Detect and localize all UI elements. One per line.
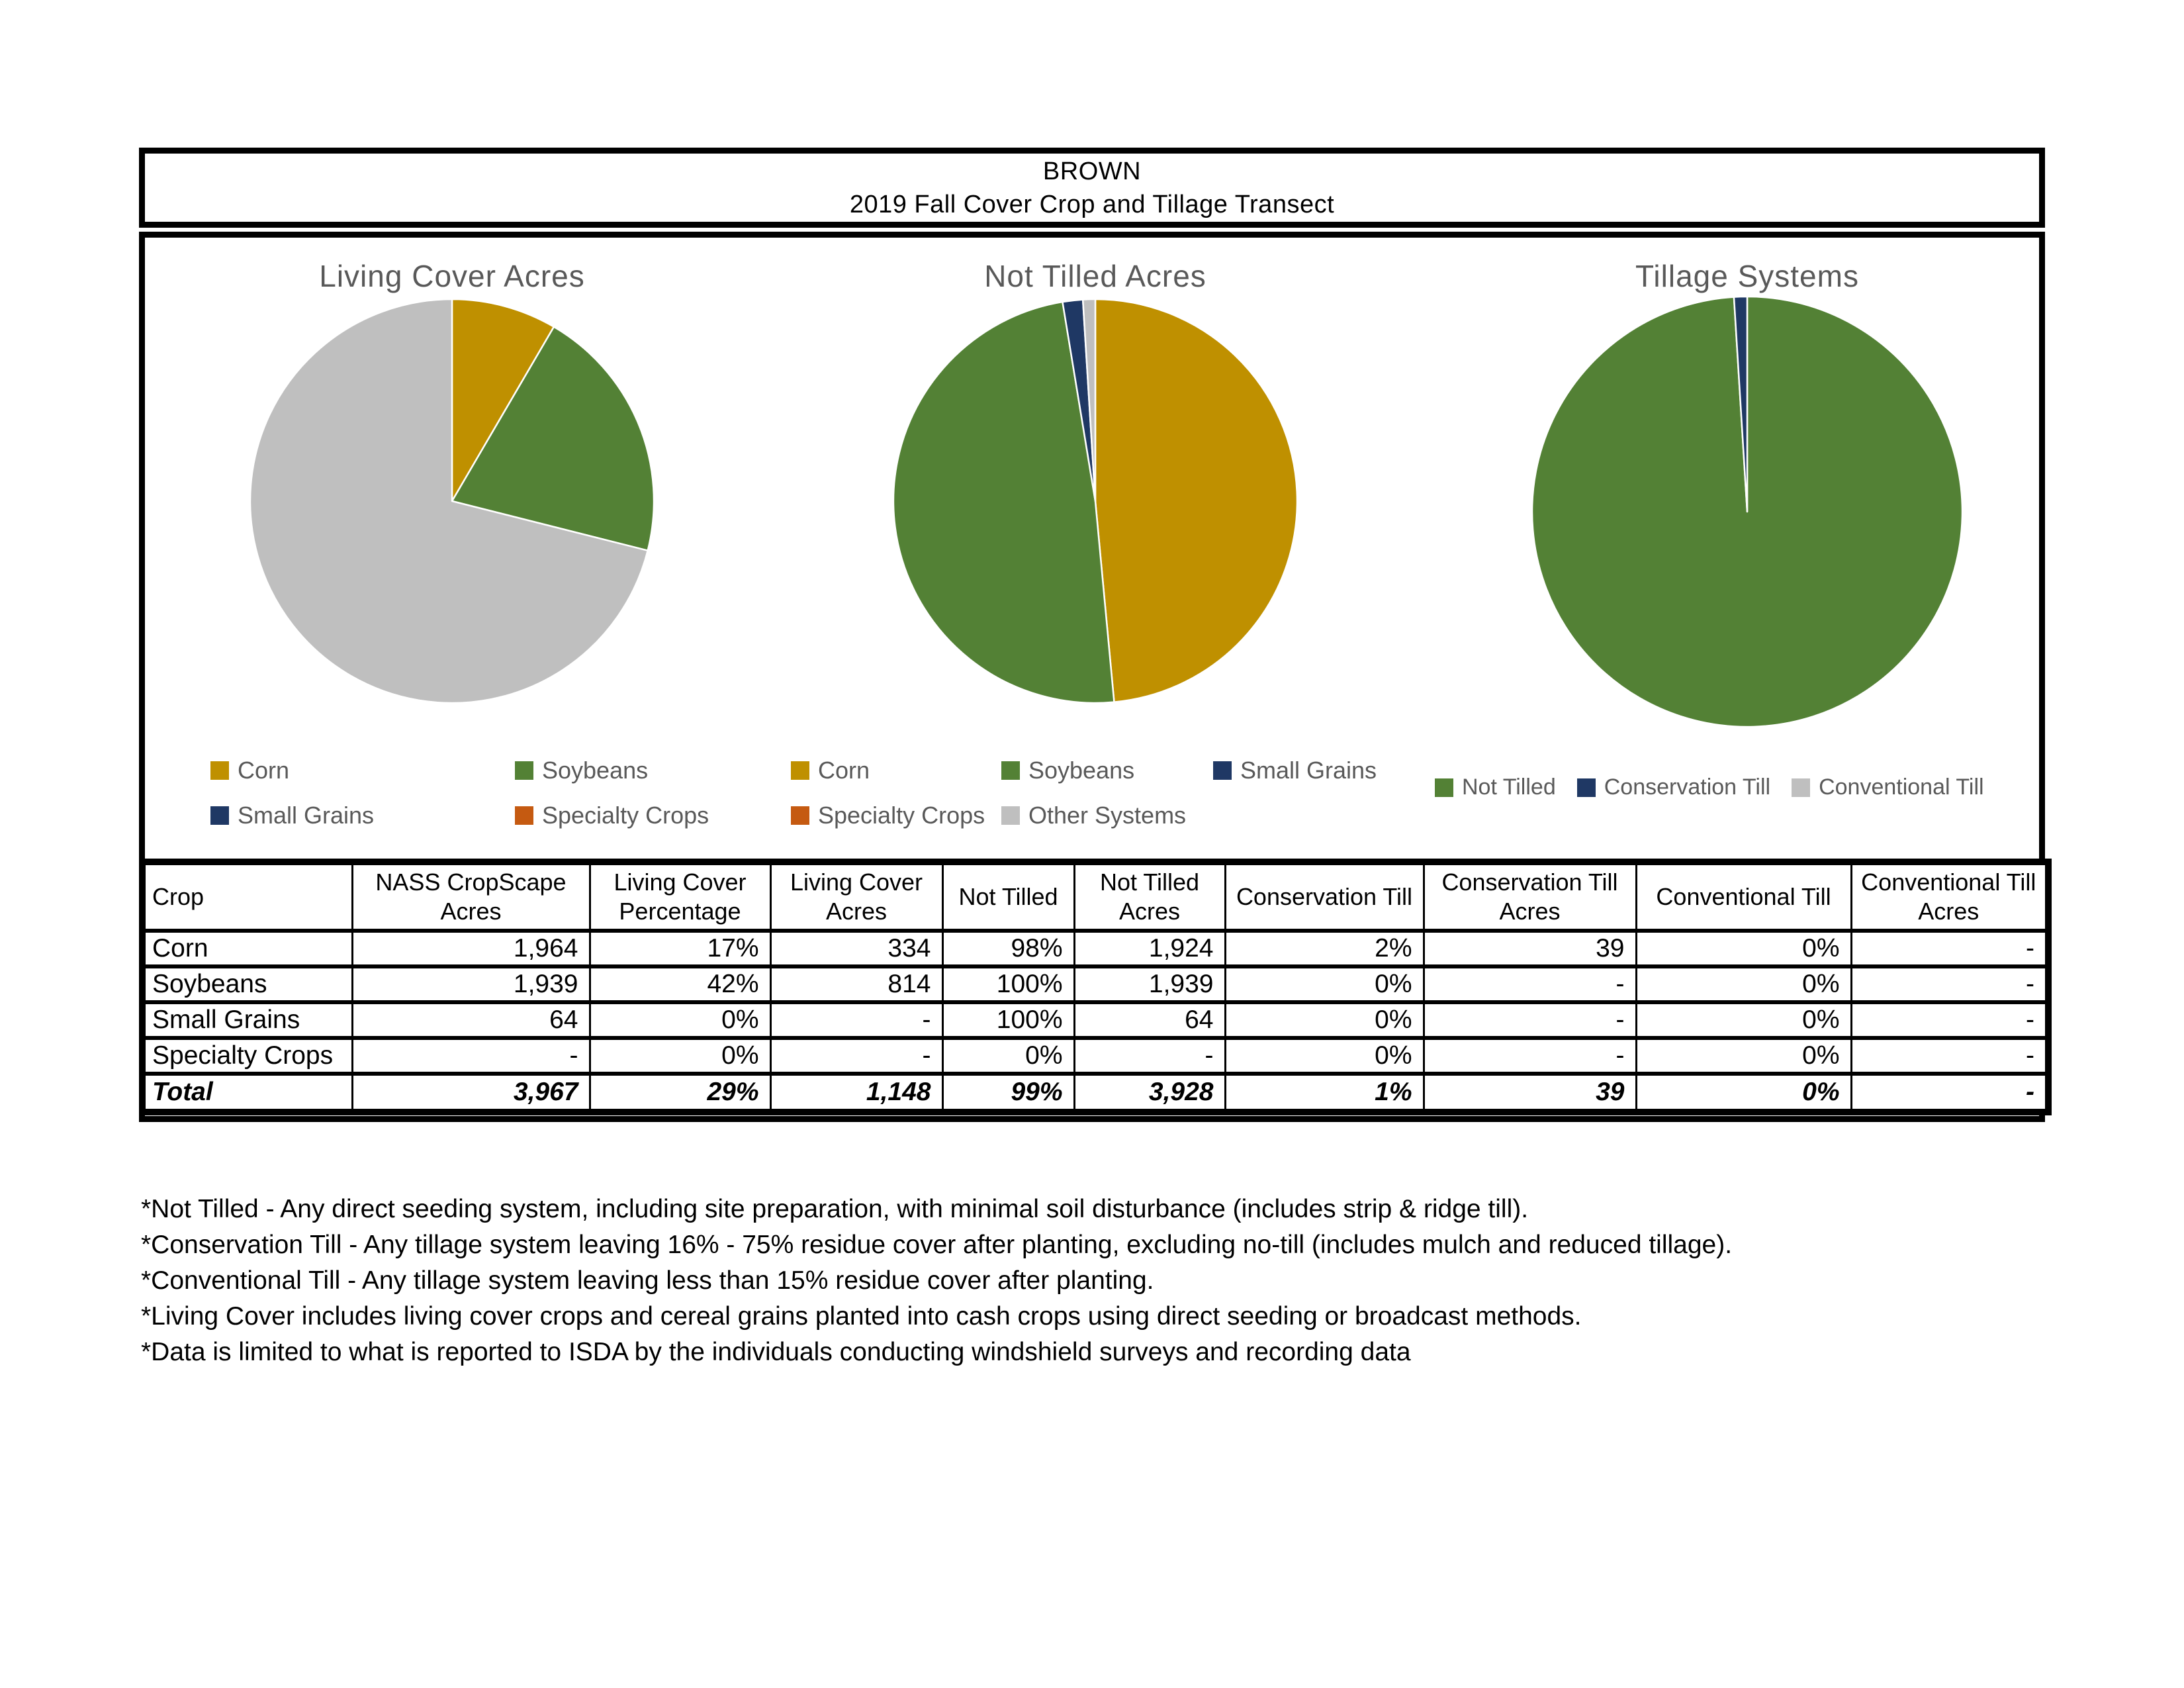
legend-label: Corn <box>238 757 290 784</box>
report-county-title: BROWN <box>1042 157 1142 185</box>
cell-value: 334 <box>770 931 942 966</box>
col-header-conventional-till: Conventional Till <box>1636 862 1851 931</box>
col-header-not-tilled-acres: Not Tilled Acres <box>1074 862 1225 931</box>
cell-value: 1,939 <box>1074 966 1225 1002</box>
col-header-conventional-till-acres: Conventional Till Acres <box>1851 862 2048 931</box>
legend-label: Conservation Till <box>1604 774 1771 800</box>
cell-value: 1,939 <box>352 966 590 1002</box>
col-header-nass-cropscape-acres: NASS CropScape Acres <box>352 862 590 931</box>
legend-item-other-systems <box>1001 802 1213 829</box>
col-header-conservation-till: Conservation Till <box>1225 862 1424 931</box>
legend-label: Specialty Crops <box>542 802 709 829</box>
legend-label: Soybeans <box>542 757 649 784</box>
cell-value: 64 <box>352 1002 590 1038</box>
cell-value: - <box>1851 966 2048 1002</box>
corn-swatch-icon <box>210 761 229 780</box>
legend-item-small-grains <box>210 802 515 829</box>
cell-value: 0% <box>590 1002 770 1038</box>
cell-value: 0% <box>1636 931 1851 966</box>
legend-item-not-tilled <box>1435 774 1556 800</box>
cell-value: - <box>1424 1038 1636 1074</box>
cell-value: 0% <box>942 1038 1074 1074</box>
footnote-conservation-till: *Conservation Till - Any tillage system leaving 16% - 75% residue cover after planting, excluding no-till (includes mulch and reduced tillage). <box>141 1231 1733 1259</box>
cell-value: - <box>352 1038 590 1074</box>
pie-chart-tillage-systems <box>1527 292 1967 731</box>
cell-total-value: 99% <box>942 1074 1074 1112</box>
legend-label: Small Grains <box>1240 757 1377 784</box>
cell-crop: Soybeans <box>142 966 352 1002</box>
cell-value: 0% <box>1636 1002 1851 1038</box>
table-row-small-grains <box>142 1002 2048 1038</box>
cell-value: 1,924 <box>1074 931 1225 966</box>
soybeans-swatch-icon <box>1001 761 1020 780</box>
cell-value: - <box>770 1038 942 1074</box>
legend-label: Small Grains <box>238 802 375 829</box>
footnote-data-limited: *Data is limited to what is reported to ISDA by the individuals conducting windshield surveys and recording data <box>141 1338 1411 1366</box>
cell-value: 39 <box>1424 931 1636 966</box>
cell-crop: Small Grains <box>142 1002 352 1038</box>
pie-chart-not-tilled-acres <box>889 295 1302 708</box>
cell-value: - <box>1074 1038 1225 1074</box>
chart-title-not-tilled-acres: Not Tilled Acres <box>984 259 1206 293</box>
cell-total-value: 3,928 <box>1074 1074 1225 1112</box>
footnote-not-tilled: *Not Tilled - Any direct seeding system, including site preparation, with minimal soil disturbance (includes strip & ridge till). <box>141 1195 1529 1223</box>
soybeans-swatch-icon <box>515 761 533 780</box>
cell-total-value: 39 <box>1424 1074 1636 1112</box>
legend-label: Specialty Crops <box>818 802 985 829</box>
cell-value: 64 <box>1074 1002 1225 1038</box>
legend-tillage-systems <box>1435 774 1984 800</box>
cell-total-value: 0% <box>1636 1074 1851 1112</box>
legend-item-soybeans <box>1001 757 1213 784</box>
report-title-box <box>139 148 2045 228</box>
legend-not-tilled-acres <box>791 757 1498 829</box>
chart-title-tillage-systems: Tillage Systems <box>1635 259 1859 293</box>
report-subtitle: 2019 Fall Cover Crop and Tillage Transect <box>849 190 1335 218</box>
cell-value: 814 <box>770 966 942 1002</box>
legend-item-conventional-till <box>1792 774 1983 800</box>
cell-value: - <box>770 1002 942 1038</box>
cell-value: 0% <box>1225 1038 1424 1074</box>
footnote-conventional-till: *Conventional Till - Any tillage system leaving less than 15% residue cover after planting. <box>141 1266 1154 1295</box>
cell-value: 2% <box>1225 931 1424 966</box>
cell-total-value: 1,148 <box>770 1074 942 1112</box>
legend-living-cover-acres <box>210 757 846 829</box>
specialty-crops-swatch-icon <box>791 806 809 825</box>
other-systems-swatch-icon <box>1001 806 1020 825</box>
cell-value: 100% <box>942 966 1074 1002</box>
legend-item-conservation-till <box>1577 774 1770 800</box>
col-header-crop: Crop <box>142 862 352 931</box>
table-row-corn <box>142 931 2048 966</box>
table-header-row <box>142 862 2048 931</box>
corn-swatch-icon <box>791 761 809 780</box>
cell-value: 1,964 <box>352 931 590 966</box>
footnote-living-cover: *Living Cover includes living cover crops and cereal grains planted into cash crops using direct seeding or broadcast methods. <box>141 1302 1582 1331</box>
conservation-till-swatch-icon <box>1577 778 1596 797</box>
small-grains-swatch-icon <box>210 806 229 825</box>
cell-total-label: Total <box>142 1074 352 1112</box>
table-row-specialty-crops <box>142 1038 2048 1074</box>
col-header-living-cover-acres: Living Cover Acres <box>770 862 942 931</box>
table-row-soybeans <box>142 966 2048 1002</box>
specialty-crops-swatch-icon <box>515 806 533 825</box>
cell-value: 0% <box>1225 966 1424 1002</box>
cell-value: 98% <box>942 931 1074 966</box>
chart-title-living-cover-acres: Living Cover Acres <box>319 259 585 293</box>
cell-crop: Corn <box>142 931 352 966</box>
legend-label: Corn <box>818 757 870 784</box>
legend-item-specialty-crops <box>791 802 1001 829</box>
cell-total-value: 29% <box>590 1074 770 1112</box>
legend-label: Conventional Till <box>1819 774 1984 800</box>
cell-value: 0% <box>1636 966 1851 1002</box>
cell-value: 0% <box>1636 1038 1851 1074</box>
cell-value: - <box>1851 1038 2048 1074</box>
cell-value: - <box>1851 931 2048 966</box>
cell-total-value: - <box>1851 1074 2048 1112</box>
cell-value: 0% <box>1225 1002 1424 1038</box>
small-grains-swatch-icon <box>1213 761 1232 780</box>
legend-label: Not Tilled <box>1462 774 1556 800</box>
cell-value: 0% <box>590 1038 770 1074</box>
cell-value: - <box>1851 1002 2048 1038</box>
legend-label: Soybeans <box>1028 757 1135 784</box>
cell-value: 17% <box>590 931 770 966</box>
cell-value: 42% <box>590 966 770 1002</box>
cell-crop: Specialty Crops <box>142 1038 352 1074</box>
legend-label: Other Systems <box>1028 802 1187 829</box>
col-header-living-cover-percentage: Living Cover Percentage <box>590 862 770 931</box>
cell-value: 100% <box>942 1002 1074 1038</box>
cell-value: - <box>1424 966 1636 1002</box>
legend-item-corn <box>791 757 1001 784</box>
conventional-till-swatch-icon <box>1792 778 1810 797</box>
not-tilled-swatch-icon <box>1435 778 1453 797</box>
legend-item-corn <box>210 757 515 784</box>
table-row-total <box>142 1074 2048 1112</box>
col-header-not-tilled: Not Tilled <box>942 862 1074 931</box>
cell-total-value: 1% <box>1225 1074 1424 1112</box>
cell-total-value: 3,967 <box>352 1074 590 1112</box>
footnotes-block <box>141 1192 1732 1370</box>
pie-chart-living-cover-acres <box>246 295 659 708</box>
col-header-conservation-till-acres: Conservation Till Acres <box>1424 862 1636 931</box>
crops-tillage-table <box>139 859 2052 1115</box>
cell-value: - <box>1424 1002 1636 1038</box>
